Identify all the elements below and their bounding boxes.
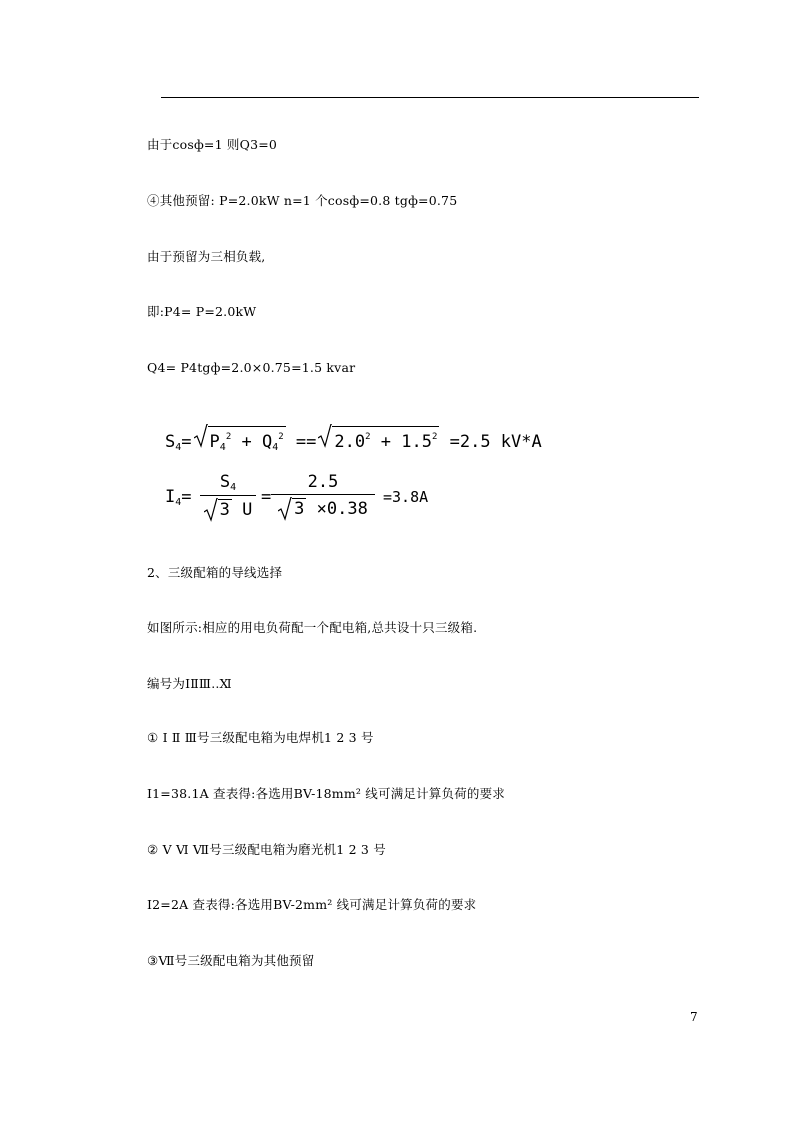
formula-s4-v1-sup: 2 bbox=[365, 432, 371, 442]
formula-i4-den2-sqrt bbox=[278, 499, 306, 519]
formula-s4-q-sub: 4 bbox=[272, 442, 279, 453]
formula-s4 bbox=[165, 426, 542, 458]
formula-s4-eq1: = bbox=[181, 432, 192, 452]
formula-i4-sub: 4 bbox=[175, 497, 182, 508]
sqrt-sign-icon bbox=[194, 424, 208, 448]
formula-i4-eq1: = bbox=[181, 487, 192, 507]
formula-s4-p: P bbox=[209, 432, 220, 452]
formula-s4-eq2: == bbox=[285, 432, 317, 452]
formula-i4-num1-sub: 4 bbox=[230, 482, 237, 493]
text-line-1: 由于cosф=1 则Q3=0 bbox=[147, 137, 278, 152]
formula-i4-eq2-wrap bbox=[261, 487, 271, 507]
text-line-4: 即:P4= P=2.0kW bbox=[147, 304, 257, 319]
formula-s4-v2-sup: 2 bbox=[431, 432, 438, 442]
formula-s4-result: =2.5 kV*A bbox=[439, 432, 542, 452]
text-line-7: 如图所示:相应的用电负荷配一个配电箱,总共设十只三级箱. bbox=[147, 620, 478, 635]
formula-i4-den1-root: 3 bbox=[219, 500, 230, 520]
section-heading: 2、三级配箱的导线选择 bbox=[147, 565, 283, 580]
formula-i4-num1: S bbox=[219, 472, 231, 492]
text-line-12: I2=2A 查表得:各选用BV-2mm² 线可满足计算负荷的要求 bbox=[147, 897, 477, 912]
formula-s4-p-sup: 2 bbox=[225, 432, 232, 442]
formula-s4-sqrt1 bbox=[194, 426, 286, 458]
formula-i4-den1-rest: U bbox=[231, 500, 253, 520]
text-line-13: ③Ⅶ号三级配电箱为其他预留 bbox=[147, 953, 315, 968]
text-line-10: I1=38.1A 查表得:各选用BV-18mm² 线可满足计算负荷的要求 bbox=[147, 786, 505, 801]
sqrt-sign-icon bbox=[278, 497, 292, 521]
text-line-3: 由于预留为三相负载, bbox=[147, 249, 266, 264]
text-line-8: 编号为ⅠⅡⅢ..Ⅺ bbox=[147, 676, 232, 691]
formula-s4-q-sup: 2 bbox=[278, 432, 284, 442]
formula-s4-q: Q bbox=[261, 432, 273, 452]
formula-i4-den2-root: 3 bbox=[294, 499, 305, 519]
text-line-5: Q4= P4tgф=2.0×0.75=1.5 kvar bbox=[147, 360, 356, 375]
text-line-9: ① Ⅰ Ⅱ Ⅲ号三级配电箱为电焊机1 2 3 号 bbox=[147, 730, 374, 745]
formula-i4-num2: 2.5 bbox=[307, 472, 339, 492]
text-line-11: ② Ⅴ Ⅵ Ⅶ号三级配电箱为磨光机1 2 3 号 bbox=[147, 842, 386, 857]
formula-i4-den2-rest: ×0.38 bbox=[306, 499, 368, 519]
sqrt-sign-icon bbox=[204, 498, 218, 522]
formula-s4-sqrt2 bbox=[318, 426, 439, 452]
formula-i4-eq2: = bbox=[261, 487, 272, 507]
formula-i4-i: I bbox=[165, 487, 176, 507]
formula-s4-lhs-sub: 4 bbox=[175, 442, 182, 453]
formula-s4-vplus: + bbox=[370, 432, 402, 452]
formula-s4-v1: 2.0 bbox=[334, 432, 366, 452]
formula-i4-lhs bbox=[165, 487, 192, 513]
page-number: 7 bbox=[690, 1010, 698, 1024]
formula-i4-result-wrap bbox=[383, 487, 428, 507]
text-line-2: ④其他预留: P=2.0kW n=1 个cosф=0.8 tgф=0.75 bbox=[147, 193, 458, 208]
formula-i4-frac1 bbox=[200, 472, 256, 520]
sqrt-sign-icon bbox=[318, 424, 332, 448]
formula-i4-frac2 bbox=[271, 472, 375, 519]
formula-s4-v2: 1.5 bbox=[401, 432, 432, 452]
header-rule bbox=[161, 97, 699, 98]
formula-s4-p-sub: 4 bbox=[219, 442, 226, 453]
formula-s4-plus: + bbox=[231, 432, 262, 452]
formula-i4-result: =3.8A bbox=[383, 488, 429, 506]
formula-s4-lhs: S bbox=[165, 432, 176, 452]
formula-i4-den1-sqrt bbox=[204, 500, 232, 520]
